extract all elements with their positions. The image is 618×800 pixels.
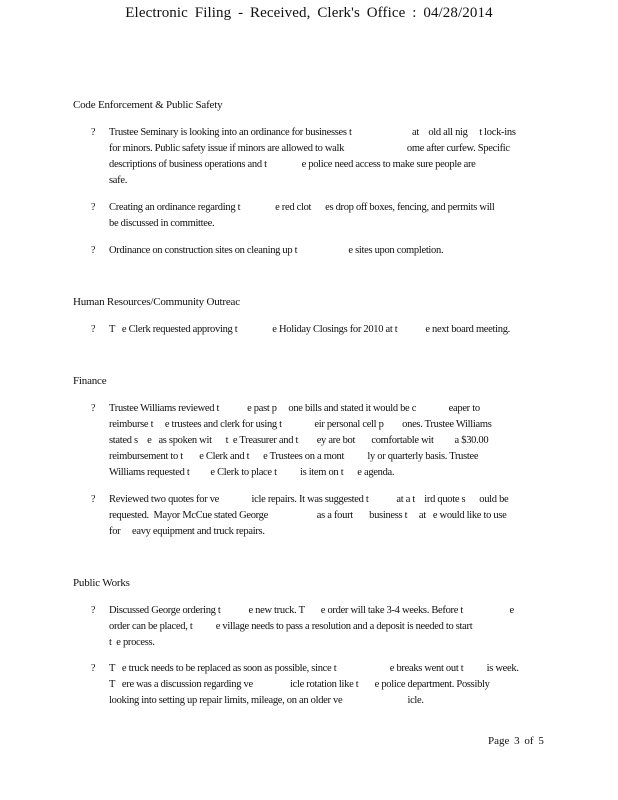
section-title-public-works: Public Works bbox=[73, 577, 130, 589]
item-line: T ere was a discussion regarding ve icle rotation like t e police department. Possibly bbox=[109, 679, 490, 690]
item-line: order can be placed, t e village needs to pass a resolution and a deposit is needed to start bbox=[109, 621, 473, 632]
bullet-marker: ? bbox=[91, 202, 96, 213]
bullet-marker: ? bbox=[91, 494, 96, 505]
bullet-marker: ? bbox=[91, 663, 96, 674]
item-line: be discussed in committee. bbox=[109, 218, 215, 229]
item-line: descriptions of business operations and t e police need access to make sure people are bbox=[109, 159, 476, 170]
item-line: Ordinance on construction sites on cleaning up t e sites upon completion. bbox=[109, 245, 444, 256]
page-label: Page bbox=[488, 735, 510, 747]
section-title-finance: Finance bbox=[73, 375, 107, 387]
list-item bbox=[109, 200, 539, 232]
item-line: Discussed George ordering t e new truck. T e order will take 3-4 weeks. Before t e bbox=[109, 605, 514, 616]
list-item bbox=[109, 401, 539, 481]
item-line: looking into setting up repair limits, mileage, on an older ve icle. bbox=[109, 695, 424, 706]
bullet-marker: ? bbox=[91, 324, 96, 335]
item-line: stated s e as spoken wit t e Treasurer and t ey are bot comfortable wit a $30.00 bbox=[109, 435, 489, 446]
list-item bbox=[109, 661, 539, 709]
bullet-marker: ? bbox=[91, 127, 96, 138]
item-line: T e Clerk requested approving t e Holiday Closings for 2010 at t e next board meeting. bbox=[109, 324, 510, 335]
list-item bbox=[109, 243, 539, 259]
section-title-code-enforcement: Code Enforcement & Public Safety bbox=[73, 99, 223, 111]
item-line: Williams requested t e Clerk to place t is item on t e agenda. bbox=[109, 467, 395, 478]
item-line: safe. bbox=[109, 175, 128, 186]
item-line: Trustee Williams reviewed t e past p one bills and stated it would be c eaper to bbox=[109, 403, 480, 414]
item-line: Reviewed two quotes for ve icle repairs. It was suggested t at a t ird quote s ould be bbox=[109, 494, 509, 505]
item-line: t e process. bbox=[109, 637, 155, 648]
list-item bbox=[109, 603, 539, 651]
item-line: for eavy equipment and truck repairs. bbox=[109, 526, 265, 537]
current-page: 3 bbox=[514, 735, 520, 747]
item-line: for minors. Public safety issue if minors are allowed to walk ome after curfew. Specific bbox=[109, 143, 510, 154]
bullet-marker: ? bbox=[91, 245, 96, 256]
section-title-human-resources: Human Resources/Community Outreac bbox=[73, 296, 240, 308]
of-label: of bbox=[524, 735, 534, 747]
page-number bbox=[488, 735, 544, 747]
total-pages: 5 bbox=[538, 735, 544, 747]
page-header: Electronic Filing - Received, Clerk's Office : 04/28/2014 bbox=[125, 5, 493, 21]
item-line: Creating an ordinance regarding t e red clot es drop off boxes, fencing, and permits will bbox=[109, 202, 495, 213]
item-line: Trustee Seminary is looking into an ordinance for businesses t at old all nig t lock-ins bbox=[109, 127, 516, 138]
item-line: T e truck needs to be replaced as soon as possible, since t e breaks went out t is week. bbox=[109, 663, 519, 674]
item-line: reimburse t e trustees and clerk for using t eir personal cell p ones. Trustee Williams bbox=[109, 419, 492, 430]
list-item bbox=[109, 125, 539, 189]
bullet-marker: ? bbox=[91, 605, 96, 616]
bullet-marker: ? bbox=[91, 403, 96, 414]
list-item bbox=[109, 492, 539, 540]
item-line: reimbursement to t e Clerk and t e Trustees on a mont ly or quarterly basis. Trustee bbox=[109, 451, 479, 462]
list-item bbox=[109, 322, 539, 338]
item-line: requested. Mayor McCue stated George as a fourt business t at e would like to use bbox=[109, 510, 507, 521]
